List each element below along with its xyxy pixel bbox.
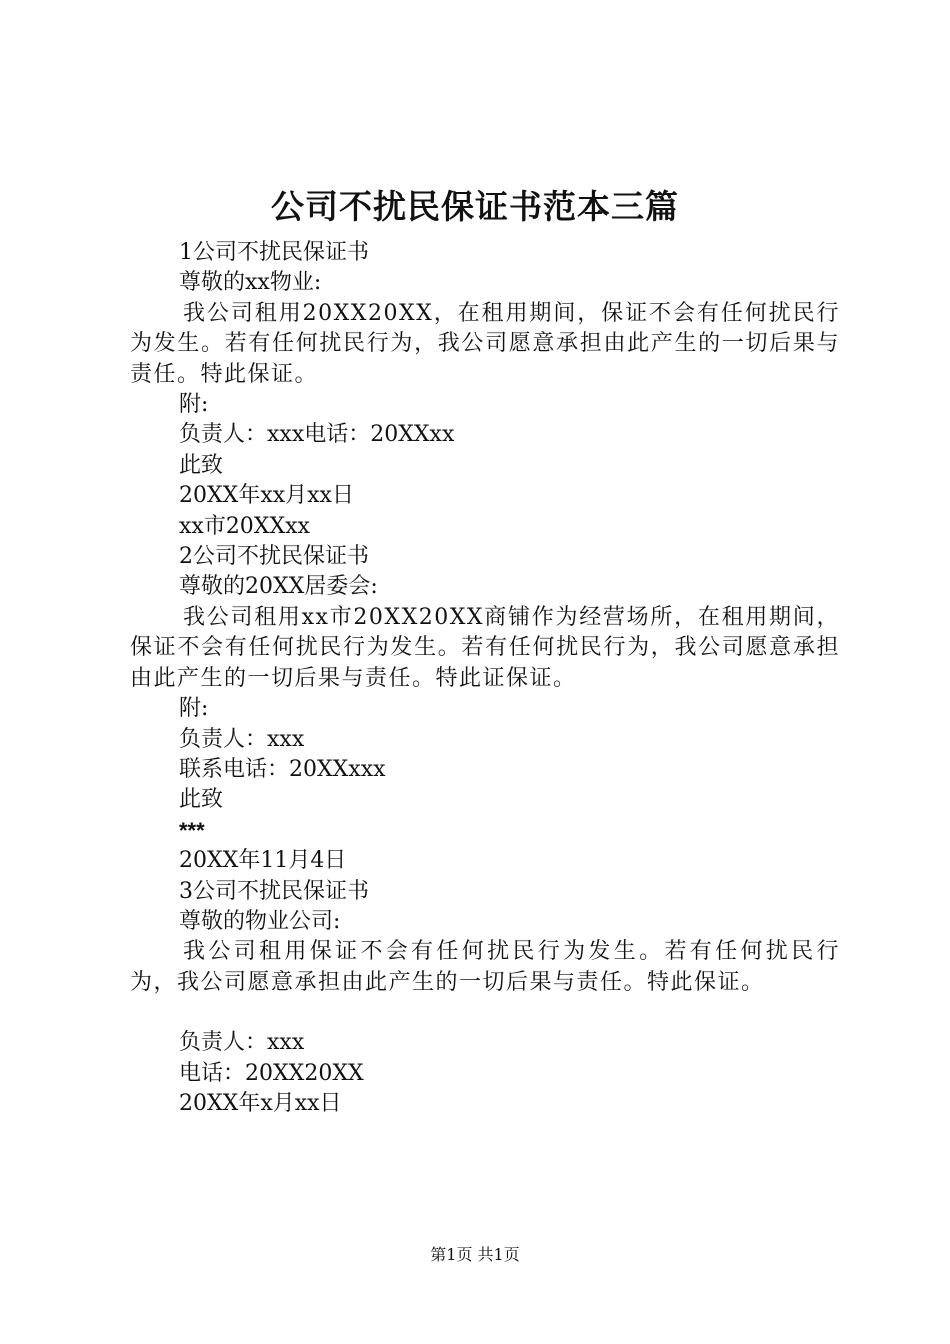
page-footer: 第1页 共1页: [430, 1245, 520, 1264]
section-3-phone: 电话：20XX20XX: [179, 1060, 364, 1086]
document-body: [130, 238, 840, 1119]
section-1-salutation: 尊敬的xx物业:: [179, 270, 322, 296]
section-3-body: 我公司租用保证不会有任何扰民行为发生。若有任何扰民行为，我公司愿意承担由此产生的一切后果与责任。特此保证。: [130, 939, 840, 995]
blank-line: [130, 998, 840, 1028]
section-2-attachment: 附:: [179, 696, 209, 722]
section-1-place: xx市20XXxx: [179, 513, 310, 539]
section-1-heading: 1公司不扰民保证书: [179, 240, 369, 265]
section-2-person: 负责人：xxx: [179, 726, 305, 752]
section-3-salutation: 尊敬的物业公司:: [179, 908, 341, 934]
section-1-closing: 此致: [179, 452, 224, 478]
section-2-closing: 此致: [179, 787, 224, 813]
section-2-date: 20XX年11月4日: [179, 848, 347, 874]
document-title: 公司不扰民保证书范本三篇: [271, 187, 679, 226]
section-2-signature: ***: [179, 817, 205, 843]
section-3-date: 20XX年x月xx日: [179, 1090, 342, 1116]
section-3-heading: 3公司不扰民保证书: [179, 878, 369, 904]
section-2-body: 我公司租用xx市20XX20XX商铺作为经营场所，在租用期间，保证不会有任何扰民行为发生。若有任何扰民行为，我公司愿意承担由此产生的一切后果与责任。特此证保证。: [130, 604, 840, 691]
section-2-heading: 2公司不扰民保证书: [179, 544, 369, 570]
section-1-attachment: 附:: [179, 392, 209, 418]
section-1-body: 我公司租用20XX20XX，在租用期间，保证不会有任何扰民行为发生。若有任何扰民行为，我公司愿意承担由此产生的一切后果与责任。特此保证。: [130, 300, 840, 387]
section-1-contact: 负责人：xxx电话：20XXxx: [179, 422, 455, 448]
section-2-salutation: 尊敬的20XX居委会:: [179, 574, 378, 600]
section-3-person: 负责人：xxx: [179, 1030, 305, 1056]
section-1-date: 20XX年xx月xx日: [179, 483, 354, 509]
section-2-phone: 联系电话：20XXxxx: [179, 756, 386, 782]
